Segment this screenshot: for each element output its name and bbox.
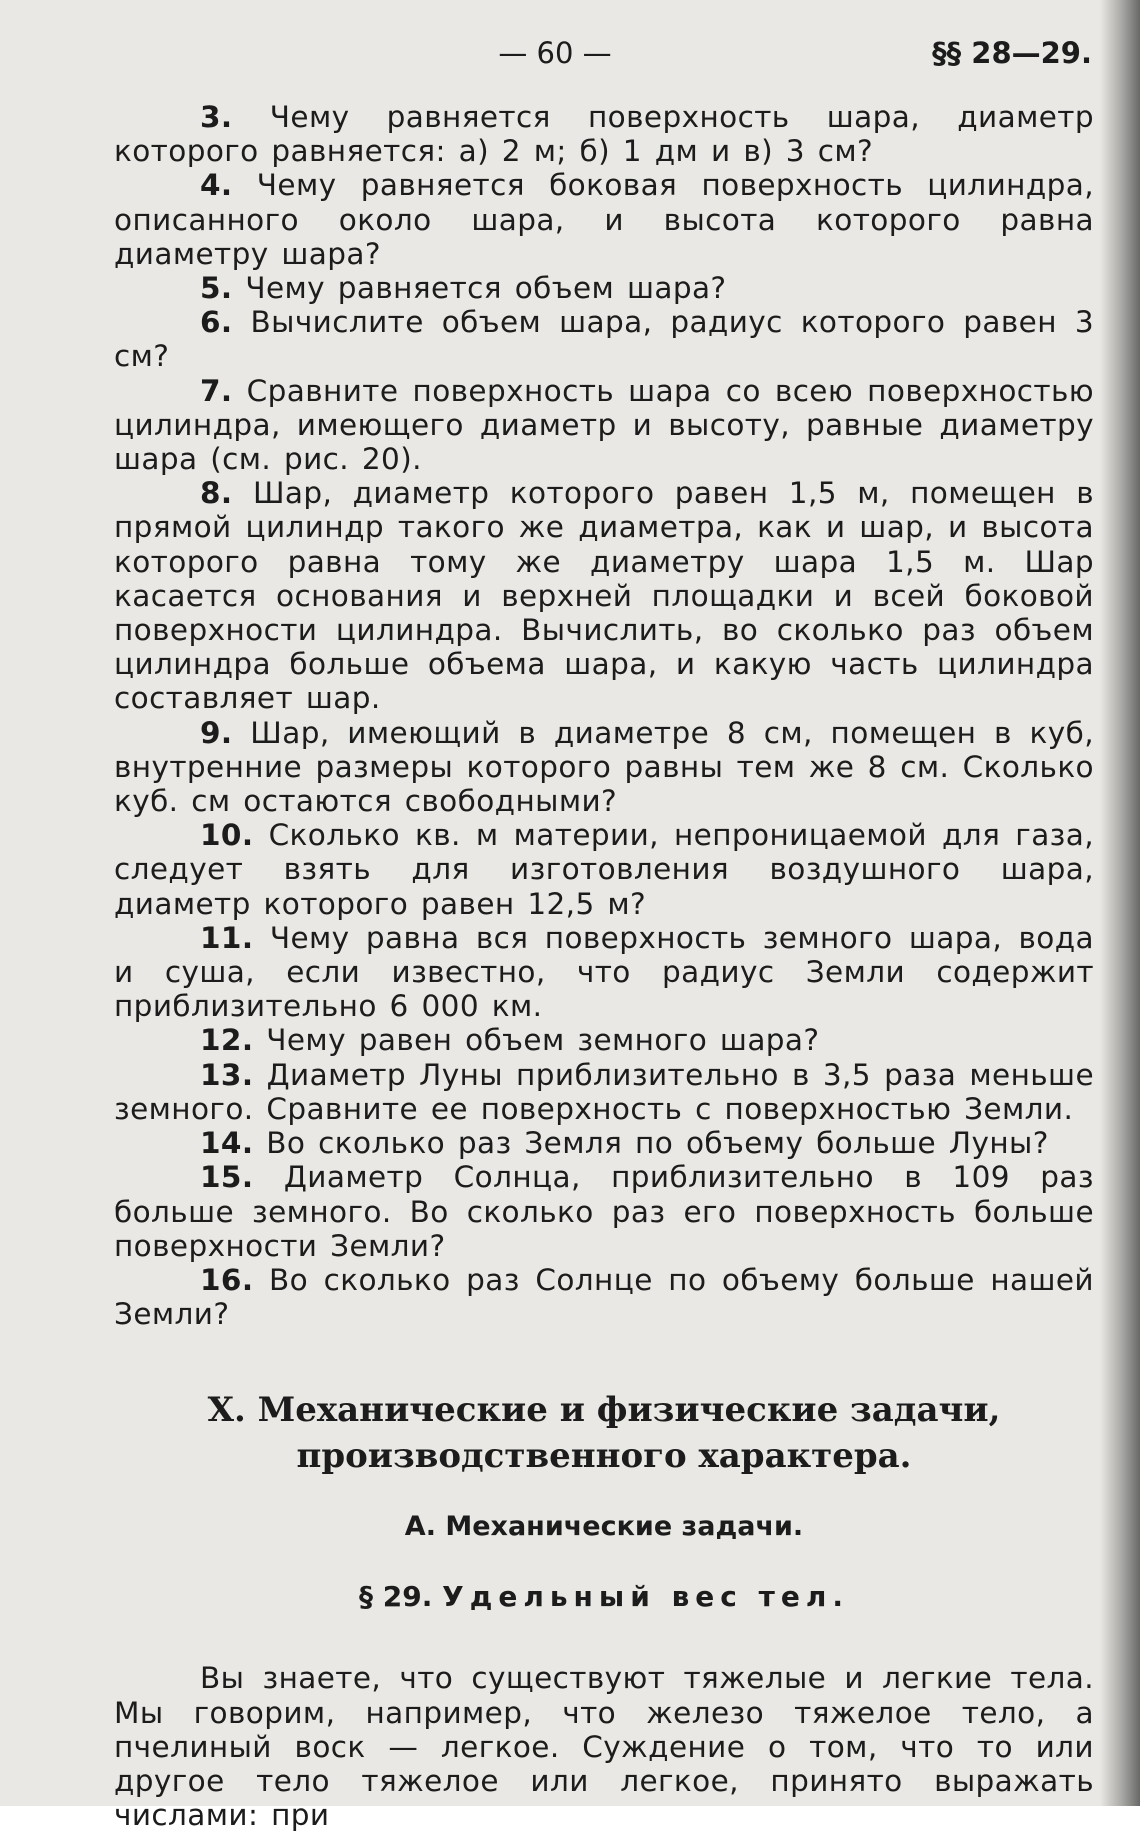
problem-text: Вычислите объем шара, радиус которого равен 3 см? (114, 305, 1094, 374)
problem-text: Шар, диаметр которого равен 1,5 м, помещен в прямой цилиндр такого же диаметра, как и шар, и высота которого равна тому же диаметру шара 1,5 м. Шар касается основания и верхней площадки и всей боковой поверхности цилиндра. Вычислить, во сколько раз объем цилиндра больше объема шара, и какую часть цилиндра составляет шар. (114, 476, 1095, 716)
problem-8 (114, 476, 1094, 715)
problem-7 (114, 374, 1094, 477)
page-content (114, 100, 1094, 1832)
problem-number: 10. (200, 818, 254, 853)
binding-shadow (1100, 0, 1140, 1806)
section-number: § 29. (359, 1580, 433, 1614)
problem-number: 15. (200, 1160, 254, 1195)
section-range: §§ 28—29. (932, 36, 1092, 70)
problem-number: 4. (200, 168, 233, 203)
chapter-title: X. Механические и физические задачи, производственного характера. (207, 1390, 1001, 1477)
problem-number: 5. (200, 271, 233, 306)
page-header (0, 36, 1100, 76)
section-title (114, 1577, 1094, 1617)
problem-text: Диаметр Луны приблизительно в 3,5 раза меньше земного. Сравните ее поверхность с поверхностью Земли. (114, 1057, 1094, 1126)
problem-text: Во сколько раз Земля по объему больше Луны? (266, 1126, 1049, 1161)
problem-text: Чему равняется поверхность шара, диаметр которого равняется: а) 2 м; б) 1 дм и в) 3 см? (114, 100, 1094, 169)
problem-10 (114, 818, 1094, 921)
problem-number: 13. (200, 1057, 254, 1092)
page-number: — 60 — (498, 36, 612, 70)
problem-text: Чему равна вся поверхность земного шара, вода и суша, если известно, что радиус Земли содержит приблизительно 6 000 км. (114, 920, 1094, 1024)
body-paragraph: Вы знаете, что существуют тяжелые и легкие тела. Мы говорим, например, что железо тяжелое тело, а пчелиный воск — легкое. Суждение о том, что то или другое тело тяжелое или легкое, принято выражать числами: при (114, 1661, 1094, 1832)
section-name: Удельный вес тел. (442, 1580, 849, 1614)
problem-text: Сравните поверхность шара со всею поверхностью цилиндра, имеющего диаметр и высоту, равные диаметру шара (см. рис. 20). (114, 373, 1094, 477)
problem-12 (114, 1023, 1094, 1057)
problem-text: Сколько кв. м материи, непроницаемой для газа, следует взять для изготовления воздушного шара, диаметр которого равен 12,5 м? (114, 818, 1095, 921)
problem-text: Чему равняется объем шара? (245, 271, 727, 306)
subsection-title: А. Механические задачи. (404, 1511, 804, 1543)
problem-number: 11. (200, 920, 254, 955)
problem-14 (114, 1126, 1094, 1160)
problem-number: 12. (200, 1023, 254, 1058)
problem-text: Чему равняется боковая поверхность цилиндра, описанного около шара, и высота которого равна диаметру шара? (114, 168, 1095, 271)
problem-16 (114, 1263, 1094, 1331)
problem-15 (114, 1160, 1094, 1263)
problem-number: 8. (200, 476, 233, 511)
problem-number: 3. (200, 100, 233, 134)
problem-number: 9. (200, 715, 233, 750)
problem-9 (114, 716, 1094, 819)
problem-text: Во сколько раз Солнце по объему больше нашей Земли? (114, 1262, 1094, 1332)
problem-number: 7. (200, 373, 233, 408)
problem-text: Диаметр Солнца, приблизительно в 109 раз больше земного. Во сколько раз его поверхность больше поверхности Земли? (114, 1160, 1094, 1263)
problem-3 (114, 100, 1094, 168)
problem-number: 14. (200, 1126, 254, 1161)
problem-6 (114, 305, 1094, 373)
problem-11 (114, 921, 1094, 1024)
problem-5 (114, 271, 1094, 305)
problem-number: 6. (200, 305, 233, 340)
problem-text: Шар, имеющий в диаметре 8 см, помещен в куб, внутренние размеры которого равны тем же 8 см. Сколько куб. см остаются свободными? (114, 715, 1094, 819)
problem-number: 16. (200, 1262, 254, 1297)
problem-13 (114, 1058, 1094, 1126)
problem-4 (114, 168, 1094, 271)
problem-text: Чему равен объем земного шара? (266, 1023, 820, 1058)
